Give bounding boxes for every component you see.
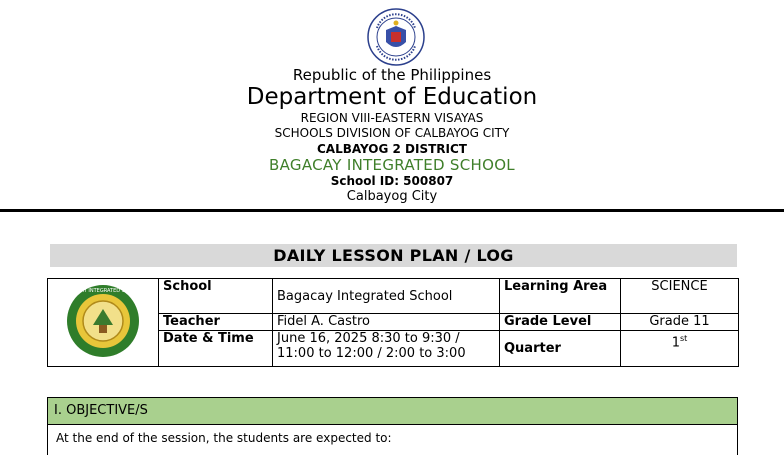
learning-area-label: Learning Area (500, 279, 621, 314)
logo-ring-text: BAGACAY INTEGRATED SCHOOL (65, 287, 141, 294)
teacher-value: Fidel A. Castro (273, 314, 500, 331)
district-line: CALBAYOG 2 DISTRICT (317, 142, 467, 156)
school-name: BAGACAY INTEGRATED SCHOOL (269, 156, 515, 174)
quarter-value: 1 (671, 335, 680, 351)
lesson-info-table (47, 278, 739, 367)
date-time-label: Date & Time (159, 331, 273, 367)
grade-level-label: Grade Level (500, 314, 621, 331)
department-title: Department of Education (246, 84, 538, 110)
learning-area-value: SCIENCE (621, 279, 739, 314)
document-title: DAILY LESSON PLAN / LOG (50, 244, 737, 267)
division-line: SCHOOLS DIVISION OF CALBAYOG CITY (274, 126, 510, 140)
region-line: REGION VIII-EASTERN VISAYAS (300, 111, 484, 125)
header-divider (0, 209, 784, 212)
teacher-label: Teacher (159, 314, 273, 331)
deped-seal-logo (367, 8, 425, 66)
school-id: School ID: 500807 (330, 174, 454, 188)
objectives-heading: I. OBJECTIVE/S (47, 397, 738, 425)
quarter-cell (621, 331, 739, 367)
objectives-intro: At the end of the session, the students are expected to: (47, 425, 738, 455)
school-logo (65, 283, 141, 359)
city-line: Calbayog City (346, 189, 438, 204)
grade-level-value: Grade 11 (621, 314, 739, 331)
quarter-suffix: st (679, 334, 688, 343)
quarter-label: Quarter (500, 331, 621, 367)
date-time-value: June 16, 2025 8:30 to 9:30 / 11:00 to 12:00 / 2:00 to 3:00 (273, 331, 500, 367)
school-logo-cell (48, 279, 159, 367)
republic-line: Republic of the Philippines (292, 66, 492, 84)
school-label: School (159, 279, 273, 314)
school-value: Bagacay Integrated School (273, 279, 500, 314)
